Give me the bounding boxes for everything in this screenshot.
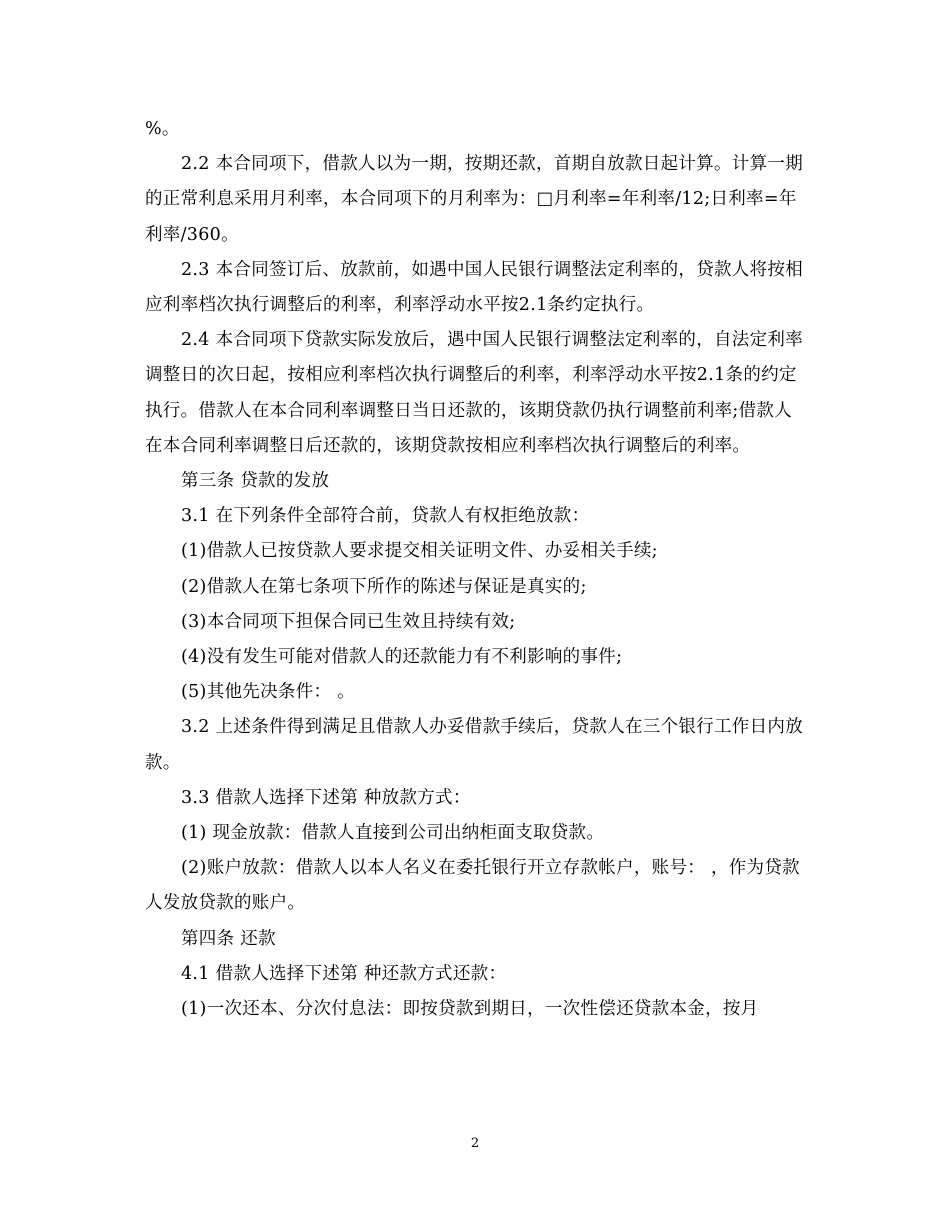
page-number: 2 <box>470 1136 480 1151</box>
list-item-3: (3)本合同项下担保合同已生效且持续有效; <box>181 611 516 632</box>
paragraph-7: 3.3 借款人选择下述第 种放款方式： <box>181 787 471 808</box>
document-body <box>145 112 805 1027</box>
paragraph-2: 2.2 本合同项下，借款人以为一期，按期还款，首期自放款日起计算。计算一期的正常利息采用月利率，本合同项下的月利率为：□月利率=年利率/12;日利率=年利率/360。 <box>145 154 803 245</box>
list-item-8: (1)一次还本、分次付息法：即按贷款到期日，一次性偿还贷款本金，按月 <box>181 999 759 1020</box>
paragraph-6: 3.2 上述条件得到满足且借款人办妥借款手续后，贷款人在三个银行工作日内放款。 <box>145 717 803 773</box>
paragraph-3: 2.3 本合同签订后、放款前，如遇中国人民银行调整法定利率的，贷款人将按相应利率档次执行调整后的利率，利率浮动水平按2.1条约定执行。 <box>145 259 803 316</box>
section-heading-3: 第三条 贷款的发放 <box>181 471 330 492</box>
paragraph-8: 4.1 借款人选择下述第 种还款方式还款： <box>181 963 507 984</box>
list-item-7: (2)账户放款：借款人以本人名义在委托银行开立存款帐户，账号： ，作为贷款人发放贷款的账户。 <box>145 858 800 914</box>
list-item-2: (2)借款人在第七条项下所作的陈述与保证是真实的; <box>181 576 587 597</box>
section-heading-4: 第四条 还款 <box>181 928 276 949</box>
paragraph-5: 3.1 在下列条件全部符合前，贷款人有权拒绝放款： <box>181 506 590 527</box>
list-item-6: (1) 现金放款：借款人直接到公司出纳柜面支取贷款。 <box>181 823 605 844</box>
list-item-4: (4)没有发生可能对借款人的还款能力有不利影响的事件; <box>181 647 623 668</box>
list-item-5: (5)其他先决条件： 。 <box>181 682 355 703</box>
paragraph-1: %。 <box>145 119 180 139</box>
list-item-1: (1)借款人已按贷款人要求提交相关证明文件、办妥相关手续; <box>181 541 658 562</box>
paragraph-4: 2.4 本合同项下贷款实际发放后，遇中国人民银行调整法定利率的，自法定利率调整日的次日起，按相应利率档次执行调整后的利率，利率浮动水平按2.1条的约定执行。借款人在本合同利率调整日当日还款的，该期贷款仍执行调整前利率;借款人在本合同利率调整日后还款的，该期贷款按相应利率档次执行调整后的利率。 <box>145 330 803 456</box>
